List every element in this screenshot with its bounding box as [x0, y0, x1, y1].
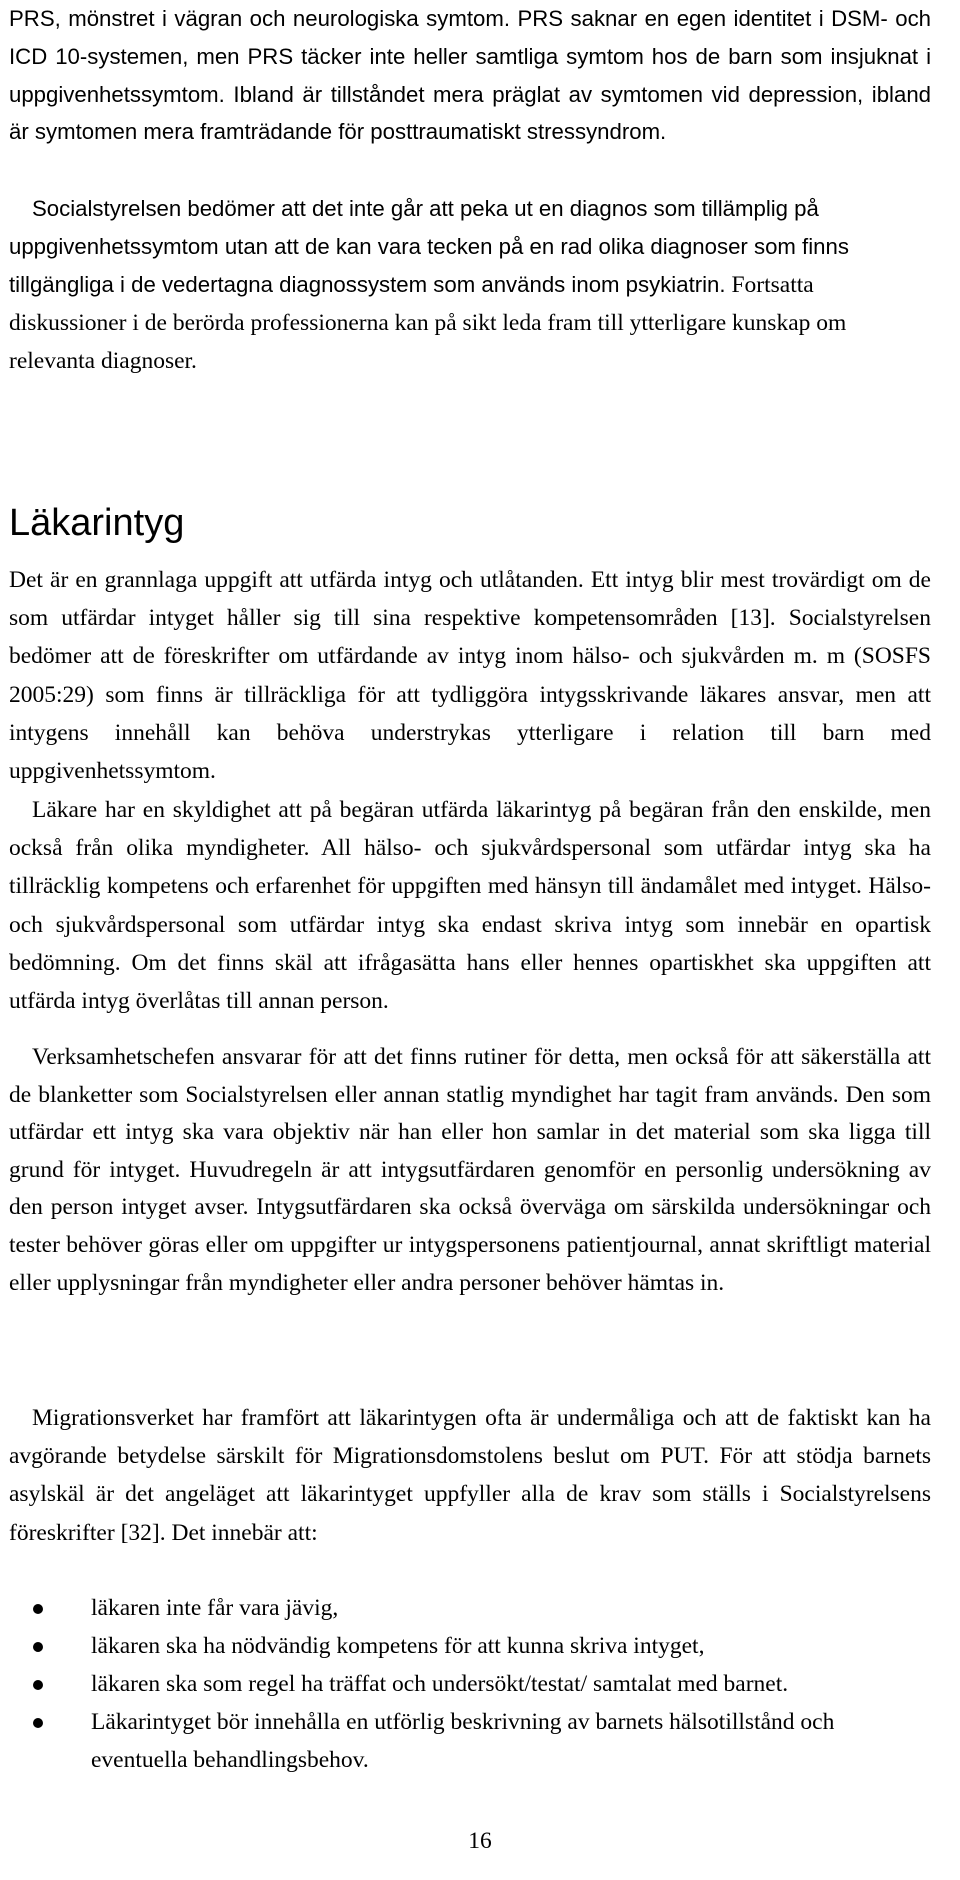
list-item-text: läkaren ska som regel ha träffat och undersökt/testat/ samtalat med barnet. — [91, 1671, 789, 1697]
list-item-text: läkaren inte får vara jävig, — [91, 1595, 339, 1621]
paragraph-3-block — [9, 1039, 931, 1302]
list-item — [9, 1704, 931, 1779]
paragraph-4-block — [9, 1399, 931, 1552]
intro-paragraph: PRS, mönstret i vägran och neurologiska symtom. PRS saknar en egen identitet i DSM- och ICD 10-systemen, men PRS täcker inte heller samtliga symtom hos de barn som insjuknat i uppgivenhetssymtom. Ibland är tillståndet mera präglat av symtomen vid depression, ibland är symtomen mera framträdande för posttraumatiskt stressyndrom. — [9, 6, 931, 145]
requirements-list — [9, 1590, 931, 1779]
bullet-list-block — [9, 1590, 931, 1780]
list-item-text: Läkarintyget bör innehålla en utförlig beskrivning av barnets hälsotillstånd och eventuella behandlingsbehov. — [91, 1709, 835, 1773]
bullet-icon — [33, 1604, 43, 1614]
body-paragraph-1: Det är en grannlaga uppgift att utfärda intyg och utlåtanden. Ett intyg blir mest trovärdigt om de som utfärdar intyget håller sig till sina respektive kompetensområden [13]. Socialstyrelsen bedömer att de föreskrifter om utfärdande av intyg inom hälso- och sjukvården m. m (SOSFS 2005:29) som finns är tillräckliga för att tydliggöra intygsskrivande läkares ansvar, men att intygens innehåll kan behöva understrykas ytterligare i relation till barn med uppgivenhetssymtom. — [9, 567, 931, 785]
section-heading-block — [9, 500, 931, 546]
section-heading: Läkarintyg — [9, 502, 185, 544]
body-paragraph-2: Läkare har en skyldighet att på begäran utfärda läkarintyg på begäran från den enskilde, men också från olika myndigheter. All hälso- och sjukvårdspersonal som utfärdar intyg ska ha tillräcklig kompetens och erfarenhet för uppgiften med hänsyn till ändamålet med intyget. Hälso- och sjukvårdspersonal som utfärdar intyg ska endast skriva intyg som innebär en opartisk bedömning. Om det finns skäl att ifrågasätta hans eller hennes opartiskhet ska uppgiften att utfärda intyg överlåtas till annan person. — [9, 797, 931, 1015]
socialstyrelsen-paragraph-part2: Fortsatta diskussioner i de berörda professionerna kan på sikt leda fram till ytterligare kunskap om relevanta diagnoser. — [9, 271, 847, 374]
socialstyrelsen-paragraph-part1: Socialstyrelsen bedömer att det inte går att peka ut en diagnos som tillämplig på uppgivenhetssymtom utan att de kan vara tecken på en rad olika diagnoser som finns tillgängliga i de vedertagna diagnossystem som används inom psykiatrin. — [9, 196, 849, 297]
body-paragraph-4: Migrationsverket har framfört att läkarintygen ofta är undermåliga och att de faktiskt kan ha avgörande betydelse särskilt för Migrationsdomstolens beslut om PUT. För att stödja barnets asylskäl är det angeläget att läkarintyget uppfyller alla de krav som ställs i Socialstyrelsens föreskrifter [32]. Det innebär att: — [9, 1405, 931, 1546]
socialstyrelsen-block — [9, 190, 931, 380]
intro-block — [9, 0, 931, 151]
list-item — [9, 1666, 931, 1704]
paragraph-1-block — [9, 561, 931, 790]
list-item — [9, 1628, 931, 1666]
bullet-icon — [33, 1642, 43, 1652]
paragraph-2-block — [9, 791, 931, 1020]
socialstyrelsen-paragraph — [9, 190, 931, 380]
list-item-text: läkaren ska ha nödvändig kompetens för att kunna skriva intyget, — [91, 1633, 705, 1659]
list-item — [9, 1590, 931, 1628]
body-paragraph-3: Verksamhetschefen ansvarar för att det finns rutiner för detta, men också för att säkerställa att de blanketter som Socialstyrelsen eller annan statlig myndighet har tagit fram används. Den som utfärdar ett intyg ska vara objektiv när han eller hon samlar in det material som ska ligga till grund för intyget. Huvudregeln är att intygsutfärdaren genomför en personlig undersökning av den person intyget avser. Intygsutfärdaren ska också överväga om särskilda undersökningar och tester behöver göras eller om uppgifter ur intygspersonens patientjournal, annat skriftligt material eller upplysningar från myndigheter eller andra personer behöver hämtas in. — [9, 1044, 931, 1296]
page-number: 16 — [468, 1828, 492, 1854]
bullet-icon — [33, 1680, 43, 1690]
bullet-icon — [33, 1718, 43, 1728]
